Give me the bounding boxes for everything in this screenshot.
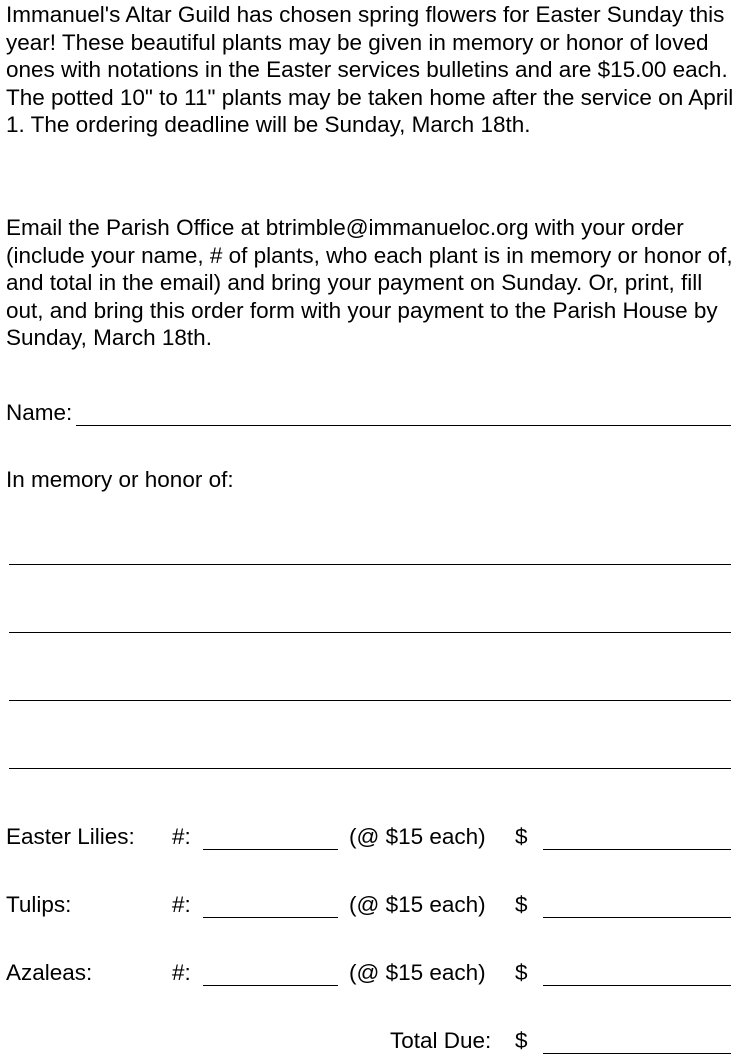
memory-input-line-4[interactable] bbox=[9, 768, 731, 769]
item-label: Tulips: bbox=[6, 892, 72, 917]
instructions-paragraph: Email the Parish Office at btrimble@immanueloc.org with your order (include your name, # of plants, who each plant is in memory or honor of, and total in the email) and bring your payment on Sunday. Or, print, fill out, and bring this order form with your payment to the Parish House by Sunday, March 18th. bbox=[6, 215, 733, 351]
total-currency-symbol: $ bbox=[515, 1028, 528, 1053]
name-input-line[interactable] bbox=[76, 425, 731, 426]
name-label: Name: bbox=[6, 400, 73, 425]
memory-input-line-3[interactable] bbox=[9, 700, 731, 701]
currency-symbol: $ bbox=[515, 824, 528, 849]
quantity-input-line[interactable] bbox=[203, 917, 338, 918]
total-due-label: Total Due: bbox=[390, 1028, 492, 1053]
memory-input-line-1[interactable] bbox=[9, 564, 731, 565]
unit-price-label: (@ $15 each) bbox=[349, 960, 486, 985]
memory-label: In memory or honor of: bbox=[6, 467, 234, 492]
quantity-label: #: bbox=[172, 960, 191, 985]
quantity-label: #: bbox=[172, 892, 191, 917]
unit-price-label: (@ $15 each) bbox=[349, 892, 486, 917]
quantity-label: #: bbox=[172, 824, 191, 849]
memory-input-line-2[interactable] bbox=[9, 632, 731, 633]
unit-price-label: (@ $15 each) bbox=[349, 824, 486, 849]
quantity-input-line[interactable] bbox=[203, 985, 338, 986]
quantity-input-line[interactable] bbox=[203, 849, 338, 850]
amount-input-line[interactable] bbox=[543, 917, 731, 918]
currency-symbol: $ bbox=[515, 960, 528, 985]
total-amount-input-line[interactable] bbox=[543, 1053, 731, 1054]
item-label: Easter Lilies: bbox=[6, 824, 135, 849]
currency-symbol: $ bbox=[515, 892, 528, 917]
item-label: Azaleas: bbox=[6, 960, 93, 985]
amount-input-line[interactable] bbox=[543, 985, 731, 986]
amount-input-line[interactable] bbox=[543, 849, 731, 850]
intro-paragraph: Immanuel's Altar Guild has chosen spring flowers for Easter Sunday this year! These beautiful plants may be given in memory or honor of loved ones with notations in the Easter services bulletins and are $15.00 each. The potted 10" to 11" plants may be taken home after the service on April 1. The ordering deadline will be Sunday, March 18th. bbox=[6, 2, 734, 138]
